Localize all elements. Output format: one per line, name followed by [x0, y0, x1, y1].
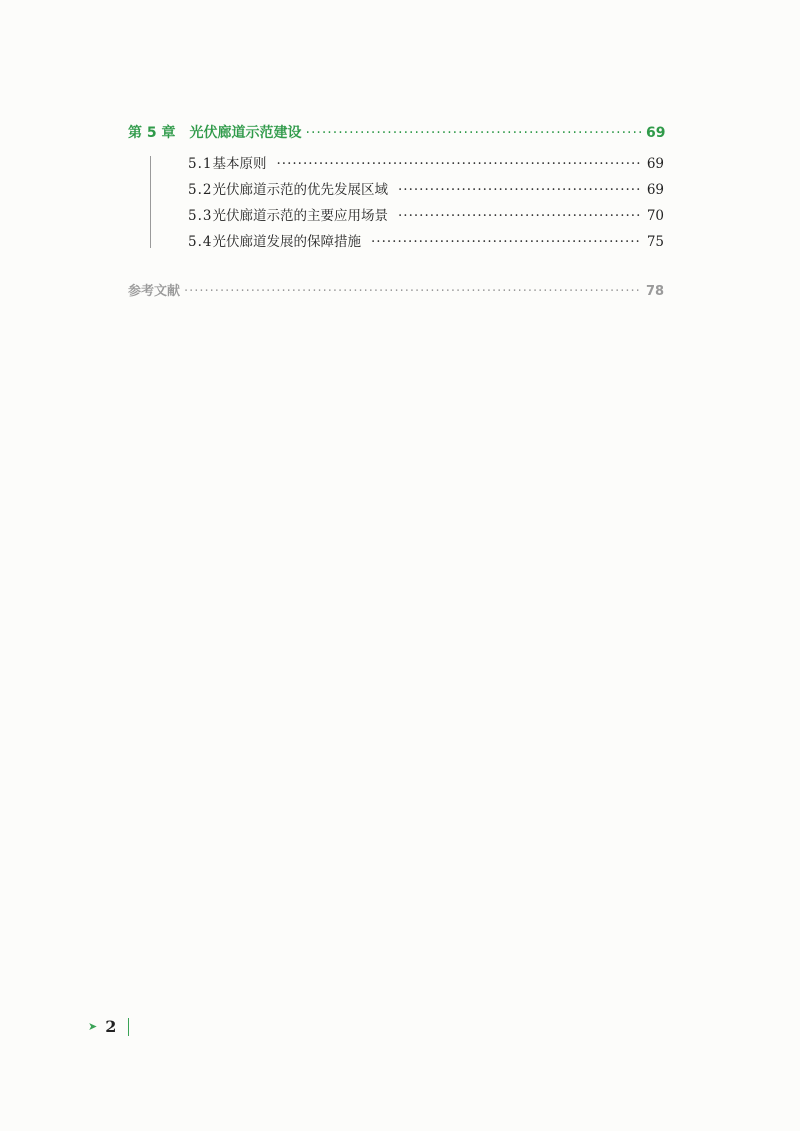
section-title: 光伏廊道示范的优先发展区域 — [212, 182, 388, 198]
toc-chapter-entry[interactable] — [128, 122, 664, 148]
footer-divider — [128, 1018, 129, 1036]
dot-leader — [306, 125, 643, 141]
toc-section-entry[interactable] — [188, 152, 664, 178]
references-page: 78 — [646, 284, 665, 299]
section-title: 光伏廊道发展的保障措施 — [212, 234, 361, 250]
toc-section-entry[interactable] — [188, 230, 664, 256]
section-number: 5.4 — [188, 234, 213, 250]
section-page: 69 — [646, 156, 664, 172]
references-title: 参考文献 — [128, 284, 181, 299]
dot-leader — [184, 284, 642, 299]
dot-leader — [371, 234, 642, 250]
section-list — [128, 152, 664, 256]
page-number: 2 — [105, 1017, 117, 1036]
chapter-page: 69 — [646, 125, 666, 141]
toc-references-entry[interactable] — [128, 280, 664, 304]
section-page: 70 — [646, 208, 664, 224]
dot-leader — [398, 208, 642, 224]
chevron-right-icon: ➤ — [88, 1020, 98, 1033]
section-page: 69 — [646, 182, 664, 198]
toc-section-entry[interactable] — [188, 204, 664, 230]
dot-leader — [276, 156, 642, 172]
section-title: 光伏廊道示范的主要应用场景 — [212, 208, 388, 224]
table-of-contents — [128, 122, 664, 304]
section-divider-line — [150, 156, 151, 248]
chapter-title: 光伏廊道示范建设 — [189, 125, 302, 141]
section-page: 75 — [646, 234, 664, 250]
dot-leader — [398, 182, 642, 198]
page-footer — [88, 1017, 129, 1036]
chapter-number: 第 5 章 — [128, 125, 176, 141]
section-number: 5.1 — [188, 156, 213, 172]
toc-section-entry[interactable] — [188, 178, 664, 204]
section-number: 5.2 — [188, 182, 213, 198]
section-number: 5.3 — [188, 208, 213, 224]
section-title: 基本原则 — [212, 156, 267, 172]
